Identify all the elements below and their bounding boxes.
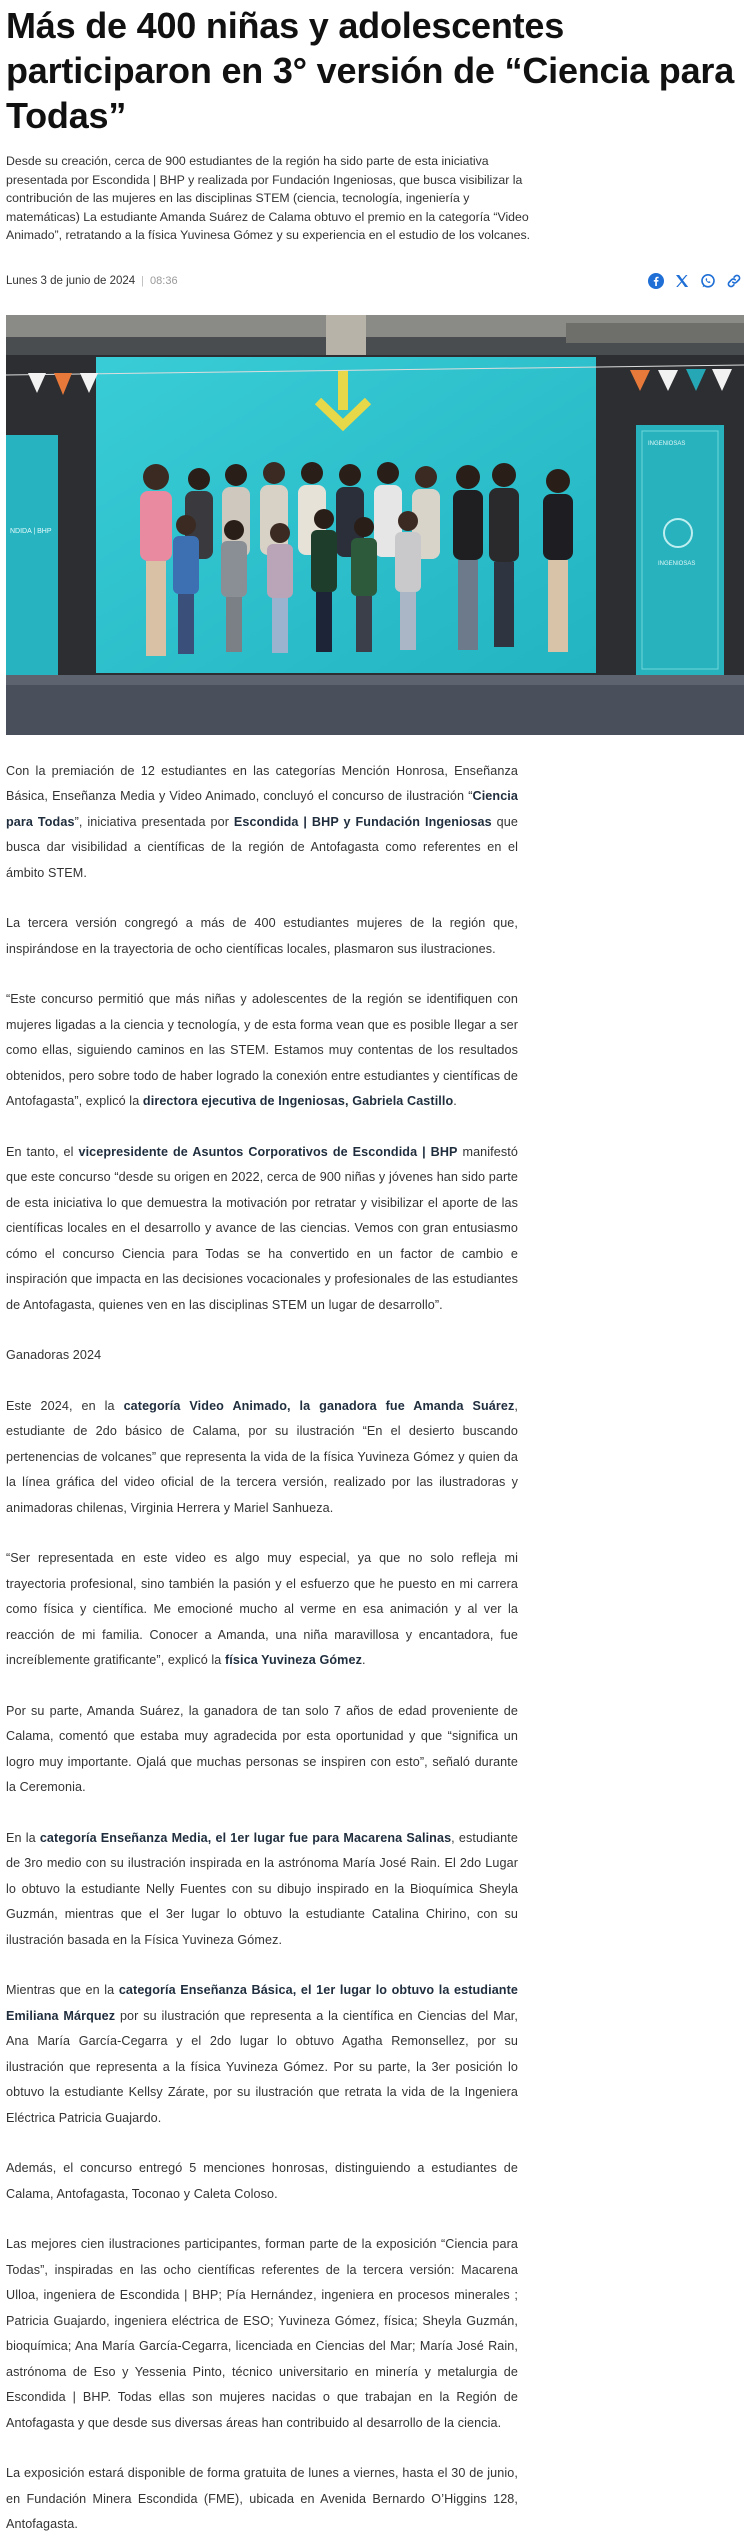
paragraph: Este 2024, en la categoría Video Animado, la ganadora fue Amanda Suárez, estudiante de 2do básico de Calama, por su ilustración “En el desierto buscando pertenencias de volcanes” que representa la vida de la física Yuvineza Gómez y quien da la línea gráfica del video oficial de la tercera versión, realizado por las ilustradoras y animadoras chilenas, Virginia Herrera y Mariel Sanhueza. [6,1398,518,1515]
publish-time: 08:36 [150,274,178,287]
meta-separator: | [141,274,145,287]
section-heading: Ganadoras 2024 [6,1348,102,1362]
article-meta [6,271,744,291]
banner-logo-text: INGENIOSAS [648,440,686,447]
paragraph: La exposición estará disponible de forma gratuita de lunes a viernes, hasta el 30 de junio, en Fundación Minera Escondida (FME), ubicada en Avenida Bernardo O’Higgins 128, Antofagasta. [6,2466,518,2531]
paragraph: Mientras que en la categoría Enseñanza Básica, el 1er lugar lo obtuvo la estudiante Emiliana Márquez por su ilustración que representa a la científica en Ciencias del Mar, Ana María García-Cegarra y el 2do lugar lo obtuvo Agatha Remonsellez, por su ilustración que representa a la física Yuvineza Gómez. Por su parte, la 3er posición lo obtuvo la estudiante Kellsy Zárate, por su ilustración que retrata la vida de la Ingeniera Eléctrica Patricia Guajardo. [6,1983,518,2125]
screen-side-text: NDIDA | BHP [10,527,52,535]
share-bar [648,273,744,289]
paragraph: En tanto, el vicepresidente de Asuntos Corporativos de Escondida | BHP manifestó que este concurso “desde su origen en 2022, cerca de 900 niñas y jóvenes han sido parte de esta iniciativa lo que demuestra la motivación por retratar y visibilizar el aporte de las científicas locales en el desarrollo y avance de las ciencias. Vemos con gran entusiasmo cómo el concurso Ciencia para Todas se ha convertido en un factor de cambio e inspiración que impacta en las decisiones vocacionales y profesionales de las estudiantes de Antofagasta, quienes ven en las disciplinas STEM un lugar de desarrollo”. [6,1144,518,1312]
paragraph: Además, el concurso entregó 5 menciones honrosas, distinguiendo a estudiantes de Calama, Antofagasta, Toconao y Caleta Coloso. [6,2161,518,2201]
article-body [6,759,744,2538]
x-icon[interactable] [674,273,690,289]
paragraph: Por su parte, Amanda Suárez, la ganadora de tan solo 7 años de edad proveniente de Calama, comentó que estaba muy agradecida por esta oportunidad y que “significa un logro muy importante. Ojalá que muchas personas se inspiren con esto”, señaló durante la Ceremonia. [6,1703,518,1794]
facebook-icon[interactable] [648,273,664,289]
paragraph: Con la premiación de 12 estudiantes en las categorías Mención Honrosa, Enseñanza Básica, Enseñanza Media y Video Animado, concluyó el concurso de ilustración “Ciencia para Todas”, iniciativa presentada por Escondida | BHP y Fundación Ingeniosas que busca dar visibilidad a científicas de la región de Antofagasta como referentes en el ámbito STEM. [6,763,518,880]
paragraph: “Ser representada en este video es algo muy especial, ya que no solo refleja mi trayectoria profesional, sino también la pasión y el esfuerzo que he puesto en mi carrera como física y científica. Me emocioné mucho al verme en esa animación y al ver la reacción de mi familia. Conocer a Amanda, una niña maravillosa y encantadora, fue increíblemente gratificante”, explicó la física Yuvineza Gómez. [6,1551,518,1667]
paragraph: La tercera versión congregó a más de 400 estudiantes mujeres de la región que, inspirándose en la trayectoria de ocho científicas locales, plasmaron sus ilustraciones. [6,916,518,956]
article-lead: Desde su creación, cerca de 900 estudiantes de la región ha sido parte de esta iniciativa presentada por Escondida | BHP y realizada por Fundación Ingeniosas, que busca visibilizar la contribución de las mujeres en las disciplinas STEM (ciencia, tecnología, ingeniería y matemáticas) La estudiante Amanda Suárez de Calama obtuvo el premio en la categoría “Video Animado”, retratando a la física Yuvinesa Gómez y su experiencia en el estudio de los volcanes. [6,154,531,242]
paragraph: En la categoría Enseñanza Media, el 1er lugar fue para Macarena Salinas, estudiante de 3ro medio con su ilustración inspirada en la astrónoma María José Rain. El 2do Lugar lo obtuvo la estudiante Nelly Fuentes con su dibujo inspirado en la Bioquímica Sheyla Guzmán, mientras que el 3er lugar lo obtuvo la estudiante Catalina Chirino, con su ilustración basada en la Física Yuvineza Gómez. [6,1830,518,1947]
hero-photo [6,315,744,735]
publish-date: Lunes 3 de junio de 2024 [6,274,136,287]
article-title: Más de 400 niñas y adolescentes participaron en 3° versión de “Ciencia para Todas” [6,5,735,136]
paragraph: Las mejores cien ilustraciones participantes, forman parte de la exposición “Ciencia para Todas”, inspiradas en las ocho científicas referentes de la tercera versión: Macarena Ulloa, ingeniera de Escondida | BHP; Pía Hernández, ingeniera en procesos minerales ; Patricia Guajardo, ingeniera eléctrica de ESO; Yuvineza Gómez, física; Sheyla Guzmán, bioquímica; Ana María García-Cegarra, licenciada en Ciencias del Mar; María José Rain, astrónoma de Eso y Yessenia Pinto, técnico universitario en minería y metalurgia de Escondida | BHP. Todas ellas son mujeres nacidas o que trabajan en la Región de Antofagasta y que desde sus diversas áreas han contribuido al desarrollo de la ciencia. [6,2237,518,2430]
link-icon[interactable] [726,273,742,289]
award-ceremony-photo [6,315,744,735]
banner-brand-text: INGENIOSAS [658,560,696,567]
whatsapp-icon[interactable] [700,273,716,289]
paragraph: “Este concurso permitió que más niñas y adolescentes de la región se identifiquen con mujeres ligadas a la ciencia y tecnología, y de esta forma vean que es posible llegar a ser como ellas, siguiendo caminos en las STEM. Estamos muy contentas de los resultados obtenidos, pero sobre todo de haber logrado la conexión entre estudiantes y científicas de Antofagasta”, explicó la directora ejecutiva de Ingeniosas, Gabriela Castillo. [6,992,518,1108]
